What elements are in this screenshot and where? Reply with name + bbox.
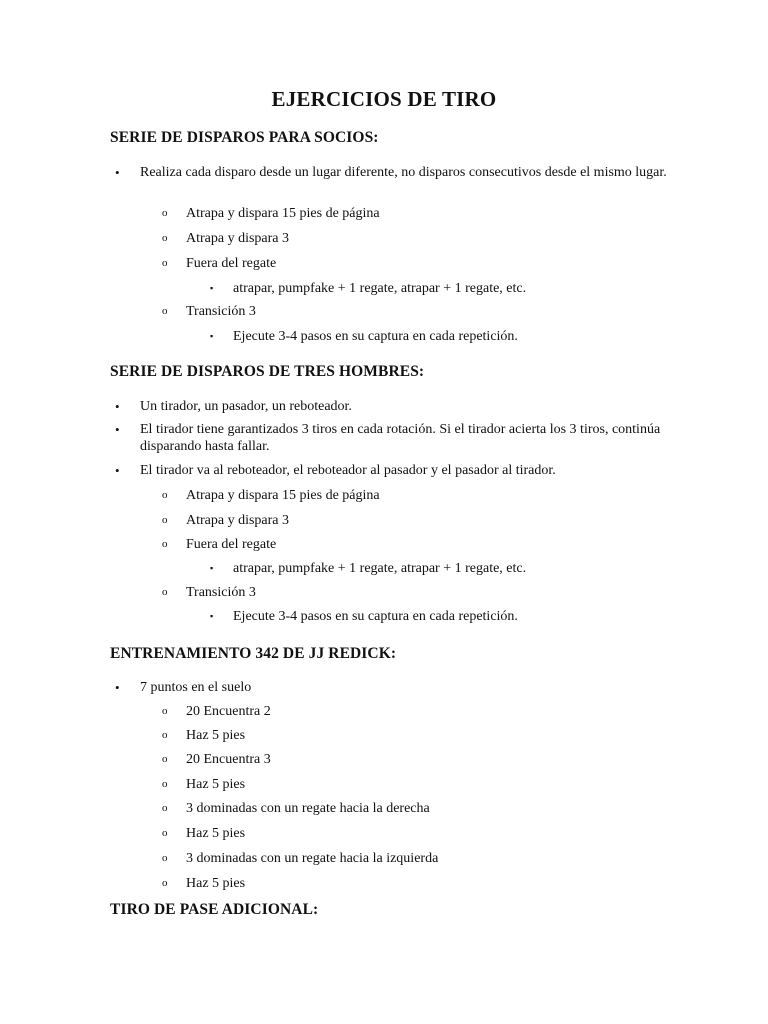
section-heading: ENTRENAMIENTO 342 DE JJ REDICK: <box>110 645 397 662</box>
list-item: Fuera del regate <box>186 537 277 552</box>
bullet-icon: • <box>115 422 120 437</box>
list-item: Haz 5 pies <box>186 777 246 792</box>
bullet-icon: o <box>162 827 168 839</box>
bullet-icon: o <box>162 778 168 790</box>
bullet-icon: o <box>162 852 168 864</box>
list-item: Atrapa y dispara 15 pies de página <box>186 206 380 221</box>
list-item: 20 Encuentra 3 <box>186 752 271 767</box>
bullet-icon: • <box>115 165 120 180</box>
bullet-icon: • <box>115 680 120 695</box>
list-item: Transición 3 <box>186 304 256 319</box>
page-title: EJERCICIOS DE TIRO <box>271 87 497 111</box>
bullet-icon: o <box>162 514 168 526</box>
list-item: 3 dominadas con un regate hacia la derecha <box>186 801 430 816</box>
list-item: Realiza cada disparo desde un lugar diferente, no disparos consecutivos desde el mismo lugar. <box>140 165 667 180</box>
section-heading: TIRO DE PASE ADICIONAL: <box>110 901 319 918</box>
list-item: atrapar, pumpfake + 1 regate, atrapar + 1 regate, etc. <box>233 281 527 296</box>
bullet-icon: • <box>115 463 120 478</box>
list-item: 7 puntos en el suelo <box>140 680 252 695</box>
list-item: Un tirador, un pasador, un reboteador. <box>140 399 352 414</box>
list-item: Atrapa y dispara 3 <box>186 231 290 246</box>
bullet-icon: • <box>115 399 120 414</box>
bullet-icon: o <box>162 232 168 244</box>
bullet-icon: o <box>162 802 168 814</box>
bullet-icon: o <box>162 705 168 717</box>
list-item: El tirador va al reboteador, el reboteador al pasador y el pasador al tirador. <box>140 463 556 478</box>
list-item: Ejecute 3-4 pasos en su captura en cada repetición. <box>233 329 518 344</box>
list-item: atrapar, pumpfake + 1 regate, atrapar + 1 regate, etc. <box>233 561 527 576</box>
bullet-icon: o <box>162 207 168 219</box>
bullet-icon: o <box>162 489 168 501</box>
bullet-icon: o <box>162 753 168 765</box>
bullet-icon: ▪ <box>210 283 214 293</box>
list-item: Atrapa y dispara 3 <box>186 513 290 528</box>
bullet-icon: o <box>162 877 168 889</box>
list-item: Haz 5 pies <box>186 826 246 841</box>
bullet-icon: o <box>162 586 168 598</box>
list-item: Fuera del regate <box>186 256 277 271</box>
list-item: 20 Encuentra 2 <box>186 704 271 719</box>
bullet-icon: ▪ <box>210 563 214 573</box>
section-heading: SERIE DE DISPAROS DE TRES HOMBRES: <box>110 363 425 380</box>
list-item: Atrapa y dispara 15 pies de página <box>186 488 380 503</box>
bullet-icon: o <box>162 538 168 550</box>
list-item: Haz 5 pies <box>186 876 246 891</box>
bullet-icon: o <box>162 257 168 269</box>
section-heading: SERIE DE DISPAROS PARA SOCIOS: <box>110 129 379 146</box>
bullet-icon: ▪ <box>210 331 214 341</box>
list-item: Transición 3 <box>186 585 256 600</box>
bullet-icon: o <box>162 729 168 741</box>
list-item: Ejecute 3-4 pasos en su captura en cada repetición. <box>233 609 518 624</box>
list-item: Haz 5 pies <box>186 728 246 743</box>
list-item: El tirador tiene garantizados 3 tiros en cada rotación. Si el tirador acierta los 3 tiros, continúa disparando hasta fallar. <box>140 422 661 454</box>
list-item: 3 dominadas con un regate hacia la izquierda <box>186 851 439 866</box>
bullet-icon: ▪ <box>210 611 214 621</box>
bullet-icon: o <box>162 305 168 317</box>
